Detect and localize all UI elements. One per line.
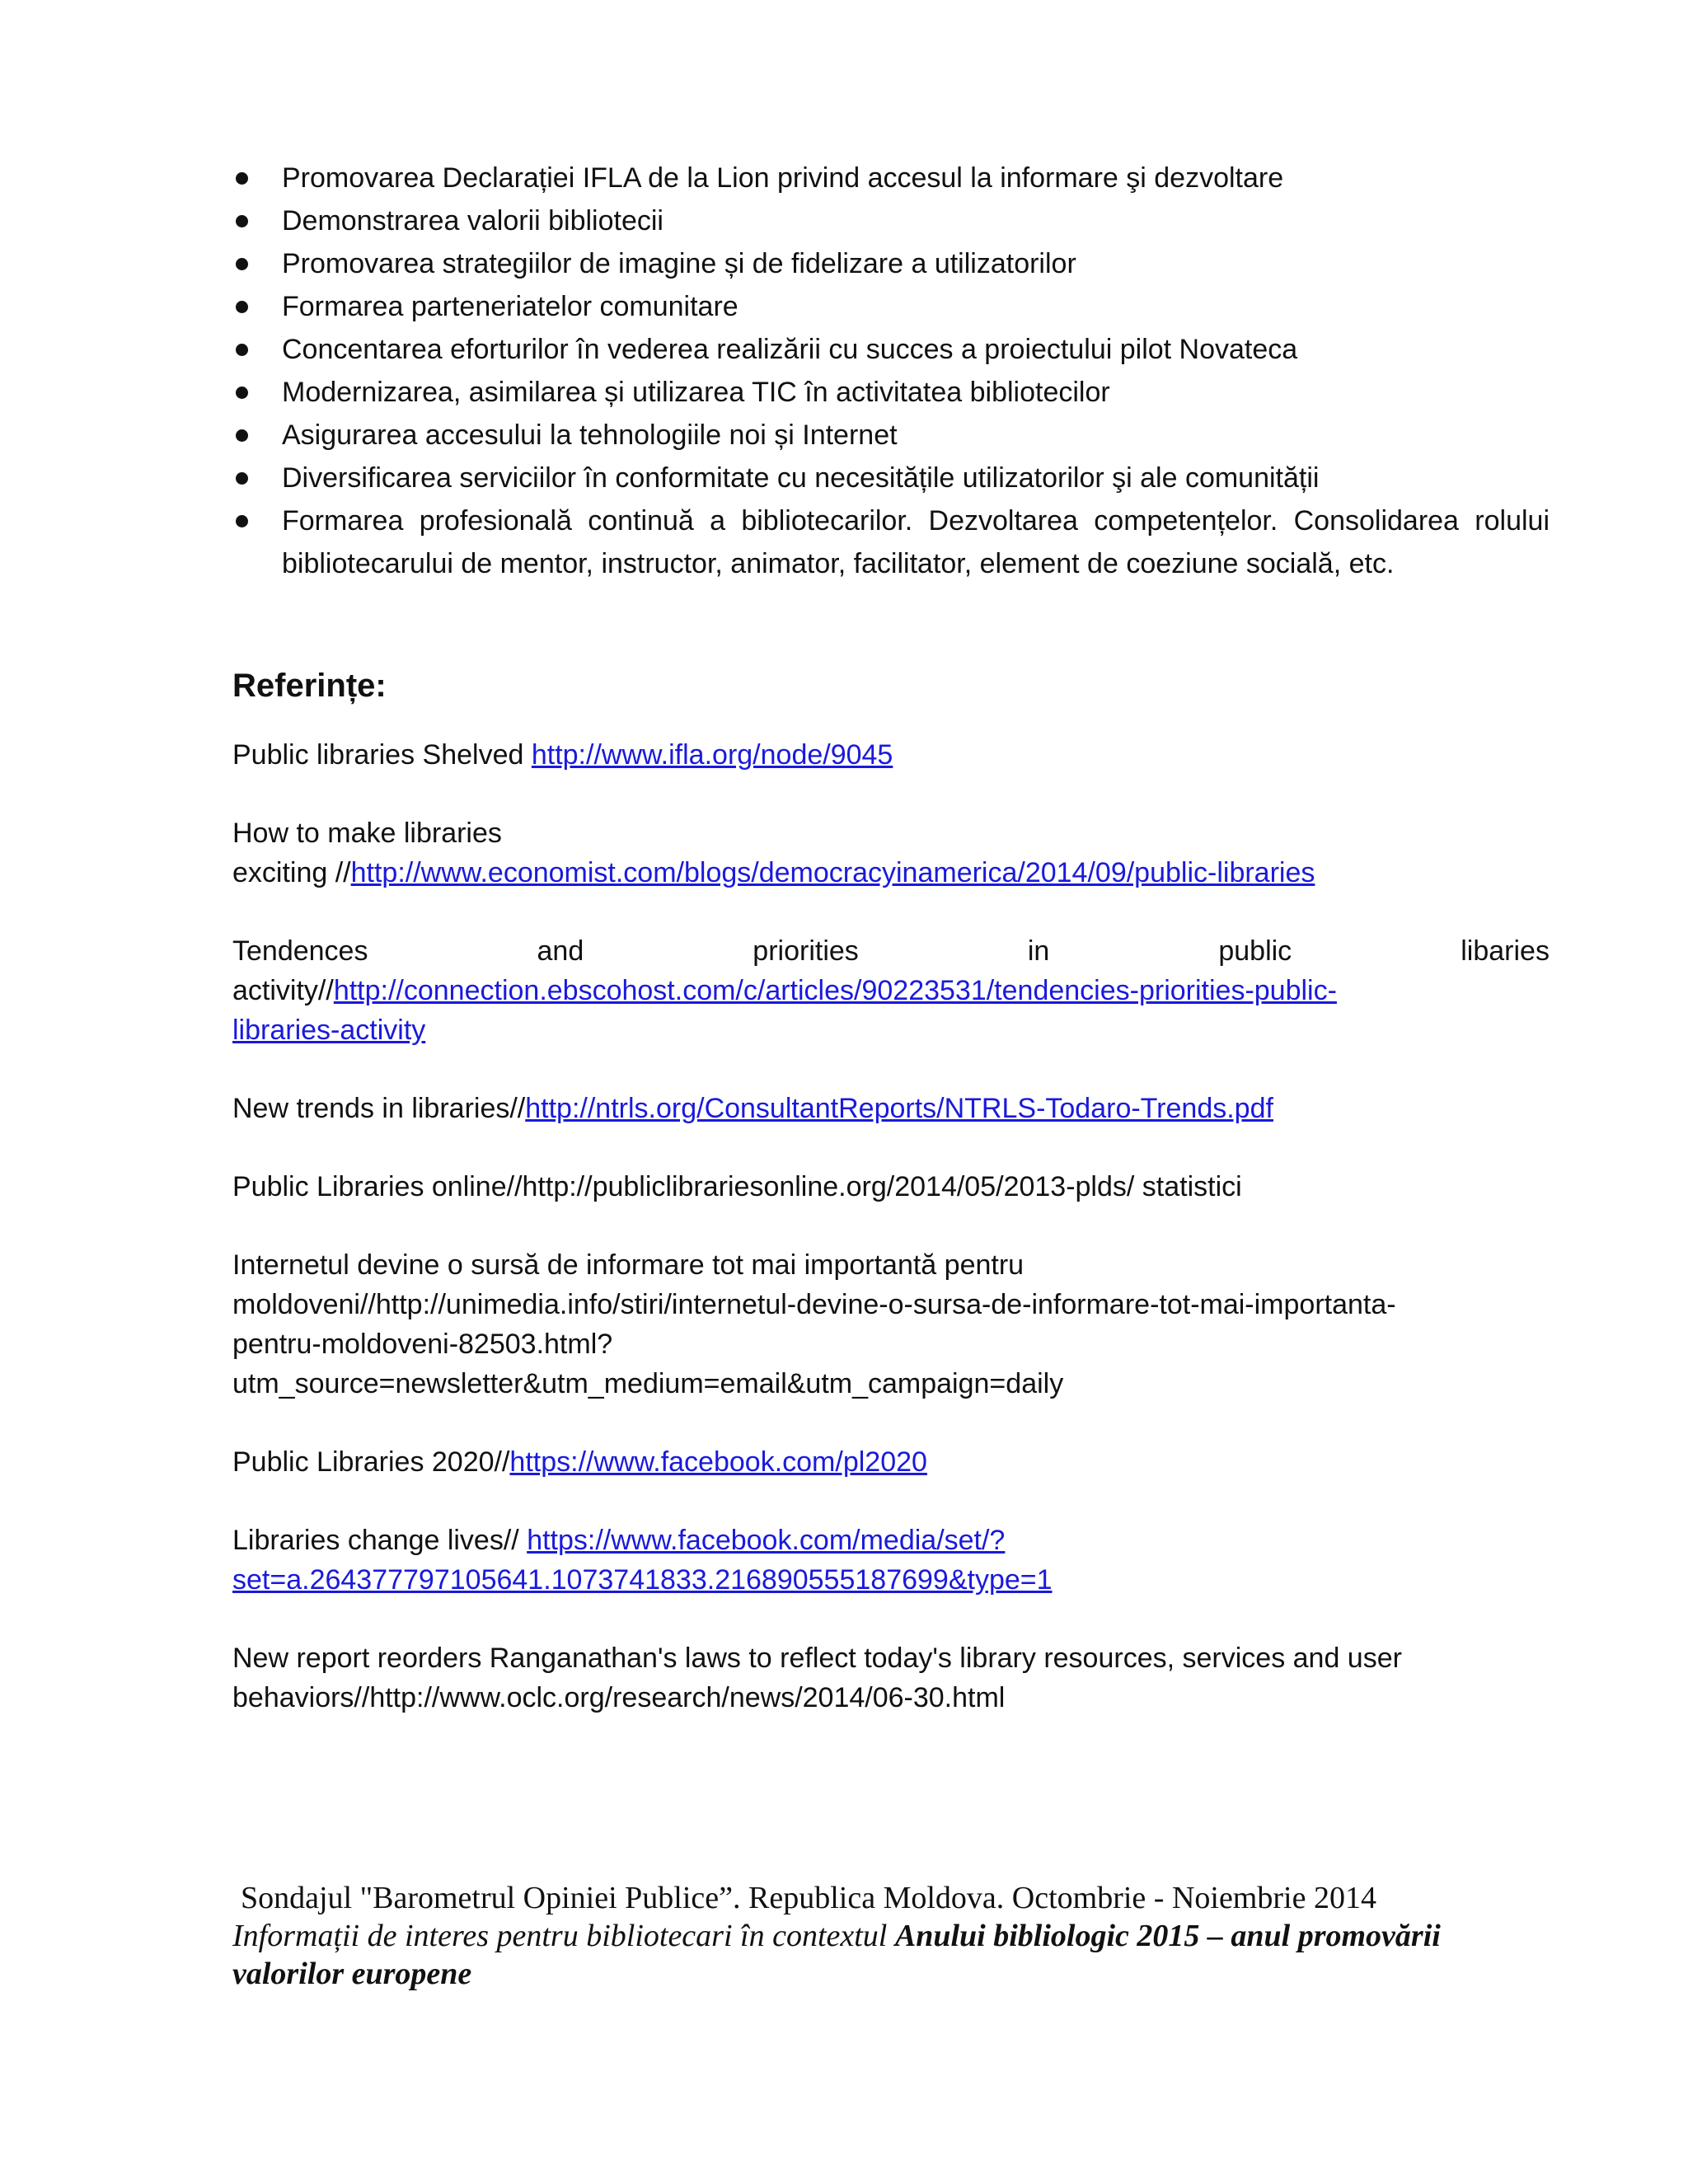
footer-survey-line: Sondajul "Barometrul Opiniei Publice”. Republica Moldova. Octombrie - Noiembrie 2014 (241, 1881, 1376, 1915)
reference-item: How to make libraries exciting //http://www.economist.com/blogs/democracyinamerica/2014/09/public-libraries (232, 818, 1315, 888)
bullet-icon (236, 258, 248, 270)
bullet-icon (236, 387, 248, 399)
reference-item: New trends in libraries//http://ntrls.org/ConsultantReports/NTRLS-Todaro-Trends.pdf (232, 1093, 1273, 1124)
list-item: Asigurarea accesului la tehnologiile noi și Internet (232, 414, 1550, 457)
bullet-icon (236, 515, 248, 527)
list-item: Diversificarea serviciilor în conformitate cu necesitățile utilizatorilor şi ale comunității (232, 457, 1550, 499)
footer-context-line-continued: valorilor europene (232, 1957, 472, 1991)
reference-link[interactable]: https://www.facebook.com/pl2020 (509, 1446, 927, 1478)
list-item: Demonstrarea valorii bibliotecii (232, 199, 1550, 242)
reference-item: Libraries change lives// https://www.facebook.com/media/set/? set=a.264377797105641.1073741833.216890555187699&type=1 (232, 1521, 1550, 1600)
reference-item: New report reorders Ranganathan's laws to reflect today's library resources, services and user behaviors//http://www.oclc.org/research/news/2014/06-30.html (232, 1643, 1402, 1713)
objectives-list (232, 157, 1550, 585)
list-item: Formarea profesională continuă a bibliotecarilor. Dezvoltarea competențelor. Consolidarea rolului bibliotecarului de mentor, instructor, animator, facilitator, element de coeziune socială, etc. (232, 499, 1550, 585)
bullet-icon (236, 472, 248, 485)
document-page (232, 157, 1550, 1756)
bullet-icon (236, 215, 248, 227)
reference-link[interactable]: http://www.ifla.org/node/9045 (531, 739, 893, 771)
justified-line: Tendences and priorities in public libaries (232, 935, 1550, 967)
reference-item: Public Libraries online//http://publiclibrariesonline.org/2014/05/2013-plds/ statistici (232, 1171, 1242, 1202)
bullet-icon (236, 429, 248, 442)
reference-item: Tendences and priorities in public libaries activity//http://connection.ebscohost.com/c/articles/90223531/tendencies-priorities-public- libraries-activity (232, 931, 1550, 1050)
reference-link[interactable]: http://connection.ebscohost.com/c/articles/90223531/tendencies-priorities-public- (333, 975, 1337, 1006)
reference-link-continued[interactable]: libraries-activity (232, 1015, 426, 1046)
bullet-icon (236, 172, 248, 185)
page-footer (232, 1879, 1550, 1993)
footer-context-line: Informații de interes pentru bibliotecari în contextul Anului bibliologic 2015 – anul promovării (232, 1919, 1441, 1953)
reference-link[interactable]: http://ntrls.org/ConsultantReports/NTRLS-Todaro-Trends.pdf (525, 1093, 1273, 1124)
bullet-icon (236, 344, 248, 356)
reference-link-continued[interactable]: set=a.264377797105641.1073741833.216890555187699&type=1 (232, 1564, 1053, 1596)
reference-item: Public libraries Shelved http://www.ifla.org/node/9045 (232, 739, 893, 771)
list-item: Formarea parteneriatelor comunitare (232, 285, 1550, 328)
reference-link[interactable]: https://www.facebook.com/media/set/? (527, 1525, 1006, 1556)
list-item: Concentarea eforturilor în vederea realizării cu succes a proiectului pilot Novateca (232, 328, 1550, 371)
list-item: Modernizarea, asimilarea și utilizarea TIC în activitatea bibliotecilor (232, 371, 1550, 414)
list-item: Promovarea Declarației IFLA de la Lion privind accesul la informare şi dezvoltare (232, 157, 1550, 199)
references-list (232, 735, 1550, 1718)
bullet-icon (236, 301, 248, 313)
list-item: Promovarea strategiilor de imagine și de fidelizare a utilizatorilor (232, 242, 1550, 285)
reference-item: Internetul devine o sursă de informare tot mai importantă pentru moldoveni//http://unimedia.info/stiri/internetul-devine-o-sursa-de-informare-tot-mai-importanta- pentru-moldoveni-82503.html? utm_source=newsletter&utm_medium=email&utm_campaign=daily (232, 1249, 1396, 1399)
reference-item: Public Libraries 2020//https://www.facebook.com/pl2020 (232, 1446, 927, 1478)
references-heading: Referințe: (232, 668, 387, 704)
reference-link[interactable]: http://www.economist.com/blogs/democracyinamerica/2014/09/public-libraries (350, 857, 1315, 888)
